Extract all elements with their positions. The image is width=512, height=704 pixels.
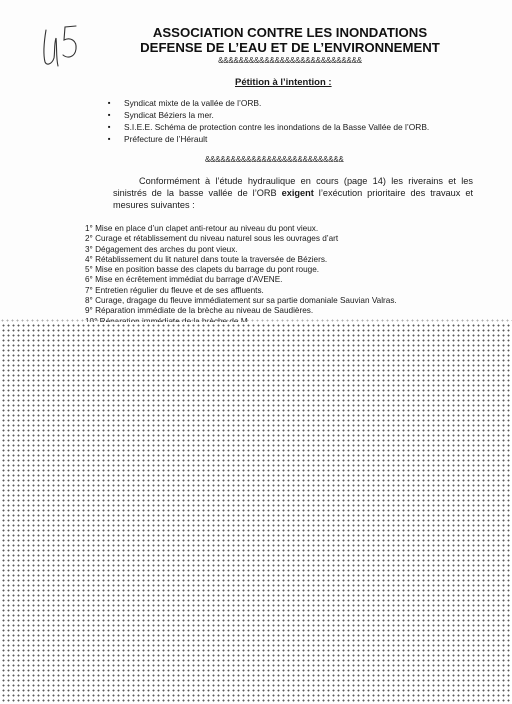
measure-item: 7° Entretien régulier du fleuve et de ses affluents.: [85, 285, 264, 295]
measure-item: 6° Mise en écrêtement immédiat du barrage d’AVENE.: [85, 275, 283, 285]
measure-item: 1° Mise en place d’un clapet anti-retour au niveau du pont vieux.: [85, 224, 319, 233]
title-separator: &&&&&&&&&&&&&&&&&&&&&&&&&&&&: [218, 56, 362, 65]
association-subtitle: DEFENSE DE L’EAU ET DE L’ENVIRONNEMENT: [140, 40, 440, 55]
recipient-item: ■ Préfecture de l’Hérault: [108, 133, 429, 145]
measure-item: 5° Mise en position basse des clapets du barrage du pont rouge.: [85, 265, 320, 275]
recipient-item: ■ S.I.E.E. Schéma de protection contre les inondations de la Basse Vallée de l’ORB.: [108, 121, 429, 133]
intro-paragraph: [113, 175, 473, 211]
intro-text-end: l’exécution prioritaire des travaux et mesures suivantes :: [113, 188, 474, 210]
recipient-item: ■ Syndicat mixte de la vallée de l’ORB.: [108, 97, 429, 109]
measure-item: 9° Réparation immédiate de la brèche au niveau de Saudières.: [85, 306, 314, 316]
recipient-item: ■ Syndicat Béziers la mer.: [108, 109, 429, 121]
petition-heading: Pétition à l’intention :: [235, 77, 332, 88]
title-block: [120, 25, 460, 66]
measure-item: 4° Rétablissement du lit naturel dans toute la traversée de Béziers.: [85, 254, 328, 264]
intro-emphasis: exigent: [281, 188, 314, 198]
handwritten-annotation: [40, 22, 82, 72]
association-title: ASSOCIATION CONTRE LES INONDATIONS: [152, 25, 428, 40]
measure-item: 8° Curage, dragage du fleuve immédiatement sur sa partie domaniale Sauvian Valras.: [85, 296, 397, 306]
scan-dot-pattern: [0, 322, 512, 704]
intro-text-start: Conformément à l’étude hydraulique en cours (page 14) les riverains et les sinistrés de la basse vallée de l’ORB: [113, 176, 473, 198]
section-separator: &&&&&&&&&&&&&&&&&&&&&&&&&&&: [205, 155, 344, 164]
measure-item: 3° Dégagement des arches du pont vieux.: [85, 244, 238, 254]
recipient-list: [108, 97, 429, 145]
measure-item: 2° Curage et rétablissement du niveau naturel sous les ouvrages d’art: [85, 234, 339, 244]
